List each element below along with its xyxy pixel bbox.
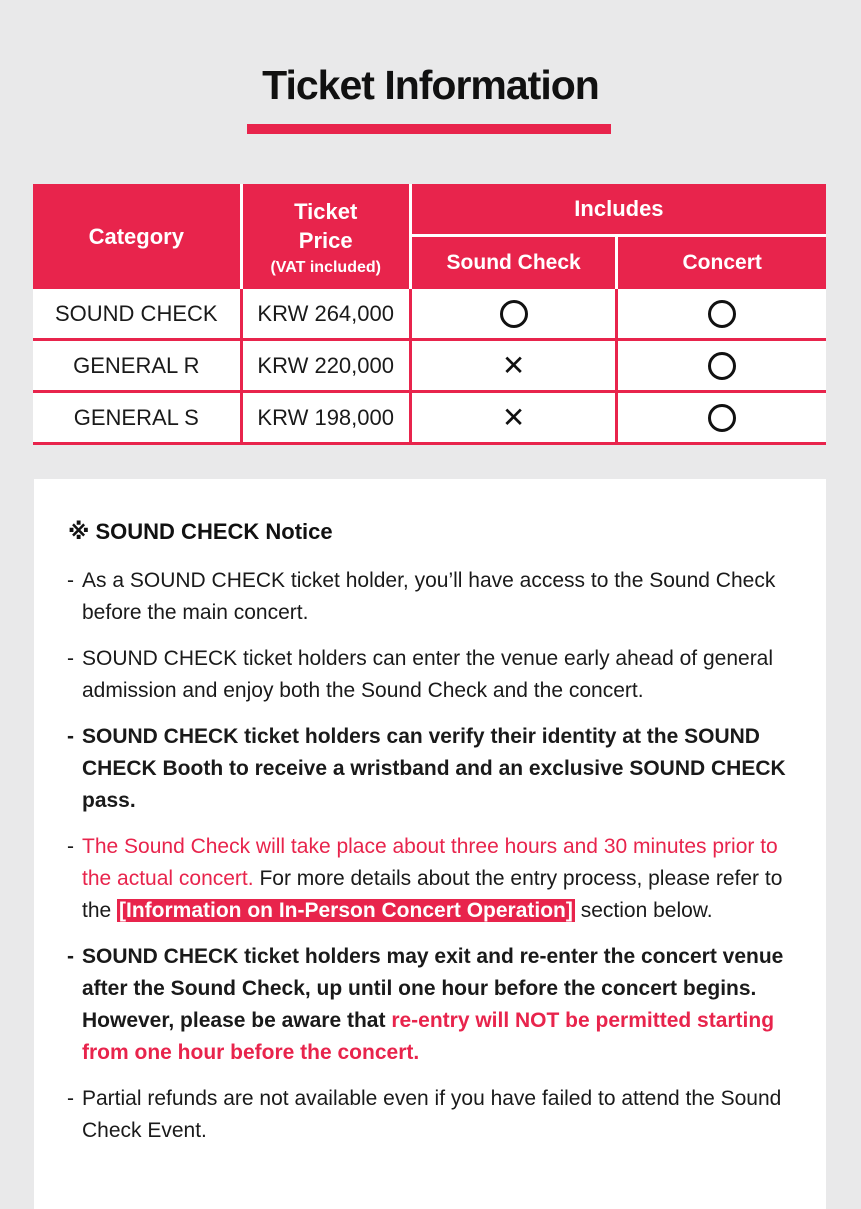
included-mark	[500, 300, 528, 328]
notice-text: SOUND CHECK ticket holders can verify their identity at the SOUND CHECK Booth to receive a wristband and an exclusive SOUND CHECK pass.	[82, 725, 786, 812]
row-concert	[618, 289, 826, 341]
row-concert	[618, 341, 826, 393]
notice-text: For more details about the entry process, please refer to the	[82, 867, 783, 922]
table-row	[33, 393, 826, 445]
row-price: KRW 264,000	[243, 289, 412, 341]
row-sound-check	[412, 393, 619, 445]
list-item	[65, 643, 805, 707]
header-concert: Concert	[618, 237, 826, 289]
included-mark	[708, 300, 736, 328]
notice-text: SOUND CHECK ticket holders may exit and re-enter the concert venue after the Sound Check, up until one hour before the concert begins. However, please be aware that	[82, 945, 784, 1032]
notice-text: SOUND CHECK ticket holders can enter the venue early ahead of general admission and enjoy both the Sound Check and the concert.	[82, 647, 774, 702]
excluded-mark: ✕	[501, 401, 526, 433]
notice-red-text: The Sound Check will take place about three hours and 30 minutes prior to the actual concert.	[82, 835, 778, 890]
included-mark	[708, 404, 736, 432]
row-category: GENERAL R	[33, 341, 243, 393]
header-price-line2: Price	[298, 227, 353, 253]
row-sound-check	[412, 289, 619, 341]
notice-list	[65, 565, 805, 1161]
table-row	[33, 341, 826, 393]
list-item	[65, 565, 805, 629]
highlight-link[interactable]: [Information on In-Person Concert Operation]	[119, 899, 573, 922]
list-item	[65, 721, 805, 817]
header-ticket-price	[243, 184, 412, 289]
header-includes: Includes	[412, 184, 826, 237]
row-sound-check	[412, 341, 619, 393]
included-mark	[708, 352, 736, 380]
excluded-mark: ✕	[501, 349, 526, 381]
list-item	[65, 1083, 805, 1147]
notice-text: section below.	[574, 899, 713, 922]
row-category: GENERAL S	[33, 393, 243, 445]
notice-box	[34, 479, 826, 1209]
header-category: Category	[33, 184, 243, 289]
notice-text: Partial refunds are not available even if you have failed to attend the Sound Check Event.	[82, 1087, 782, 1142]
header-sound-check: Sound Check	[412, 237, 619, 289]
notice-title: ※ SOUND CHECK Notice	[68, 519, 333, 544]
title-underline	[247, 124, 611, 134]
ticket-table	[33, 184, 826, 445]
page-title: Ticket Information	[262, 62, 599, 108]
row-category: SOUND CHECK	[33, 289, 243, 341]
list-item	[65, 831, 805, 927]
header-price-line1: Ticket	[294, 198, 358, 224]
header-price-sub: (VAT included)	[270, 258, 381, 276]
notice-red-text: re-entry will NOT be permitted starting from one hour before the concert.	[82, 1009, 775, 1064]
notice-text: As a SOUND CHECK ticket holder, you’ll have access to the Sound Check before the main concert.	[82, 569, 776, 624]
row-price: KRW 198,000	[243, 393, 412, 445]
row-price: KRW 220,000	[243, 341, 412, 393]
list-item	[65, 941, 805, 1069]
row-concert	[618, 393, 826, 445]
table-row	[33, 289, 826, 341]
